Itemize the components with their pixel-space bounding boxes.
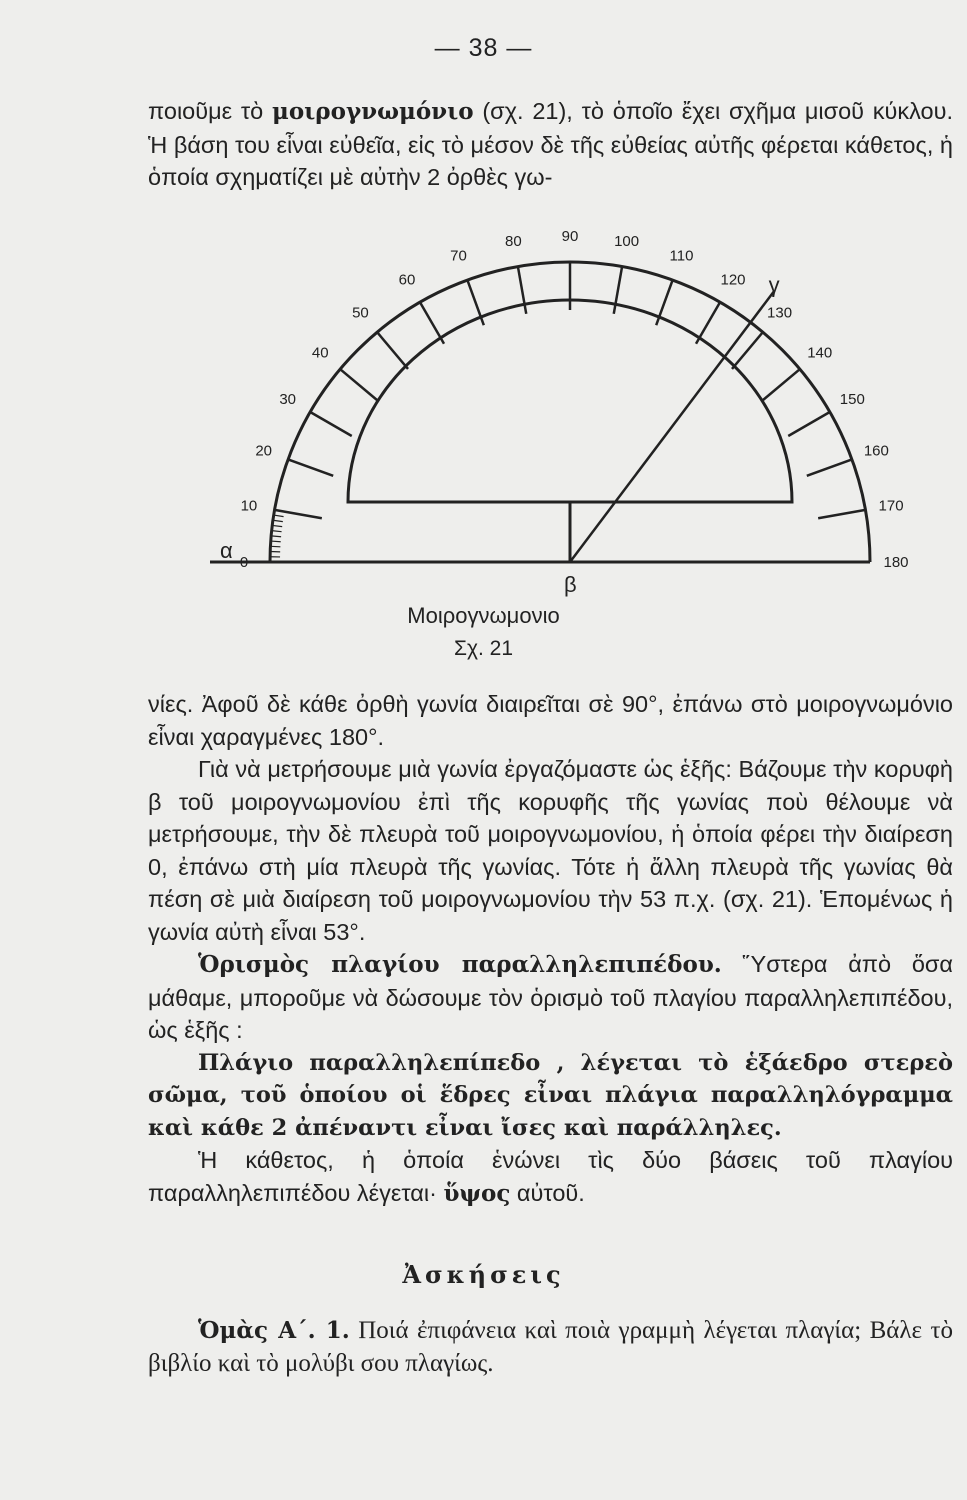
tick-label-40: 40: [311, 344, 329, 362]
tick-label-140: 140: [807, 344, 833, 362]
exercise-group-label: Ὁμὰς Α΄. 1.: [198, 1317, 350, 1344]
inner-window: [348, 300, 792, 502]
tick-label-80: 80: [505, 232, 522, 250]
tick-label-90: 90: [561, 228, 579, 245]
tick-10: [275, 510, 322, 518]
minor-tick-4: [271, 541, 281, 542]
tick-50: [377, 332, 408, 369]
tick-label-100: 100: [614, 232, 640, 250]
tick-170: [818, 510, 865, 518]
body-text: [148, 688, 953, 1210]
tick-label-160: 160: [863, 442, 889, 460]
tick-60: [420, 302, 444, 344]
height-text-after: αὐτοῦ.: [510, 1179, 585, 1206]
tick-label-70: 70: [450, 247, 467, 265]
paragraph-degrees: νίες. Ἀφοῦ δὲ κάθε ὀρθὴ γωνία διαιρεῖται σὲ 90°, ἐπάνω στὸ μοιρογνωμόνιο εἶναι χαραγμένες 180°.: [148, 691, 953, 750]
minor-tick-3: [270, 546, 280, 547]
measured-ray: [570, 290, 775, 562]
minor-tick-8: [273, 520, 283, 521]
protractor-figure: [220, 222, 910, 597]
page-number: — 38 —: [434, 34, 533, 62]
exercise-block: [148, 1315, 953, 1380]
tick-30: [310, 412, 352, 436]
tick-label-30: 30: [279, 391, 297, 408]
minor-tick-6: [272, 531, 282, 532]
tick-label-130: 130: [767, 304, 793, 322]
point-g-label: γ: [768, 272, 780, 298]
protractor-term: μοιρογνωμόνιο: [272, 98, 474, 125]
tick-label-110: 110: [669, 247, 694, 265]
height-term: ὕψος: [443, 1179, 511, 1207]
height-text-before: Ἡ κάθετος, ἡ ὁποία ἑνώνει τὶς δύο βάσεις τοῦ πλαγίου παραλληλεπιπέδου λέγεται·: [148, 1147, 953, 1206]
tick-label-150: 150: [839, 391, 865, 408]
intro-text-before: ποιοῦμε τὸ: [148, 98, 272, 124]
figure-caption: Σχ. 21: [453, 637, 514, 660]
tick-label-10: 10: [240, 497, 258, 515]
intro-text-after: (σχ. 21), τὸ ὁποῖο ἔχει σχῆμα μισοῦ κύκλου. Ἡ βάση του εἶναι εὐθεῖα, εἰς τὸ μέσον δὲ τῆς εὐθείας αὐτῆς φέρεται κάθετος, ἡ ὁποία σχηματίζει μὲ αὐτὴν 2 ὀρθὲς γω-: [148, 98, 953, 190]
tick-label-20: 20: [255, 442, 273, 460]
minor-tick-9: [274, 515, 284, 517]
protractor-diagram: [220, 222, 910, 597]
tick-label-120: 120: [720, 271, 746, 289]
definition-heading: Ὁρισμὸς πλαγίου παραλληλεπιπέδου.: [198, 951, 722, 978]
tick-label-170: 170: [878, 497, 904, 515]
paragraph-definition: [148, 948, 953, 1047]
definition-statement: Πλάγιο παραλληλεπίπεδο , λέγεται τὸ ἑξάεδρο στερεὸ σῶμα, τοῦ ὁποίου οἱ ἕδρες εἶναι πλάγια παραλληλόγραμμα καὶ κάθε 2 ἀπέναντι εἶναι ἴσες καὶ παράλληλες.: [148, 1049, 953, 1141]
exercises-heading: Ἀσκήσεις: [402, 1260, 565, 1289]
point-a-label: α: [220, 538, 233, 563]
tick-label-180: 180: [883, 554, 909, 571]
tick-40: [340, 369, 377, 400]
paragraph-measure: Γιὰ νὰ μετρήσουμε μιὰ γωνία ἐργαζόμαστε ὡς ἑξῆς: Βάζουμε τὴν κορυφὴ β τοῦ μοιρογνωμονίου ἐπὶ τῆς κορυφῆς τῆς γωνίας ποὺ θέλουμε νὰ μετρήσουμε, τὴν δὲ πλευρὰ τοῦ μοιρογνωμονίου, ἡ ὁποία φέρει τὴν διαίρεση 0, ἐπάνω στὴ μία πλευρὰ τῆς γωνίας. Τότε ἡ ἄλλη πλευρὰ τῆς γωνίας θὰ πέση σὲ μιὰ διαίρεση τοῦ μοιρογνωμονίου τὴν 53 π.χ. (σχ. 21). Ἑπομένως ἡ γωνία αὐτὴ εἶναι 53°.: [148, 756, 953, 945]
tick-140: [763, 369, 800, 400]
minor-tick-7: [272, 525, 282, 526]
tick-label-50: 50: [352, 304, 369, 322]
point-b-label: β: [564, 572, 577, 597]
tick-20: [288, 459, 333, 475]
intro-paragraph: [148, 95, 953, 194]
exercise-question: Ποιά ἐπιφάνεια καὶ ποιὰ γραμμὴ λέγεται πλαγία; Βάλε τὸ βιβλίο καὶ τὸ μολύβι σου πλαγίως.: [148, 1317, 953, 1377]
tick-150: [788, 412, 830, 436]
tick-label-60: 60: [398, 271, 416, 289]
paragraph-height: [148, 1144, 953, 1210]
tick-120: [696, 302, 720, 344]
tick-160: [807, 459, 852, 475]
minor-tick-5: [271, 536, 281, 537]
tick-label-0: 0: [239, 554, 249, 571]
tick-130: [732, 332, 763, 369]
figure-title: Μοιρογνωμονιο: [407, 603, 560, 628]
definition-intro: Ὕστερα ἀπὸ ὅσα μάθαμε, μποροῦμε νὰ δώσουμε τὸν ὁρισμὸ τοῦ πλαγίου παραλληλεπιπέδου, ὡς ἑξῆς :: [148, 951, 953, 1043]
